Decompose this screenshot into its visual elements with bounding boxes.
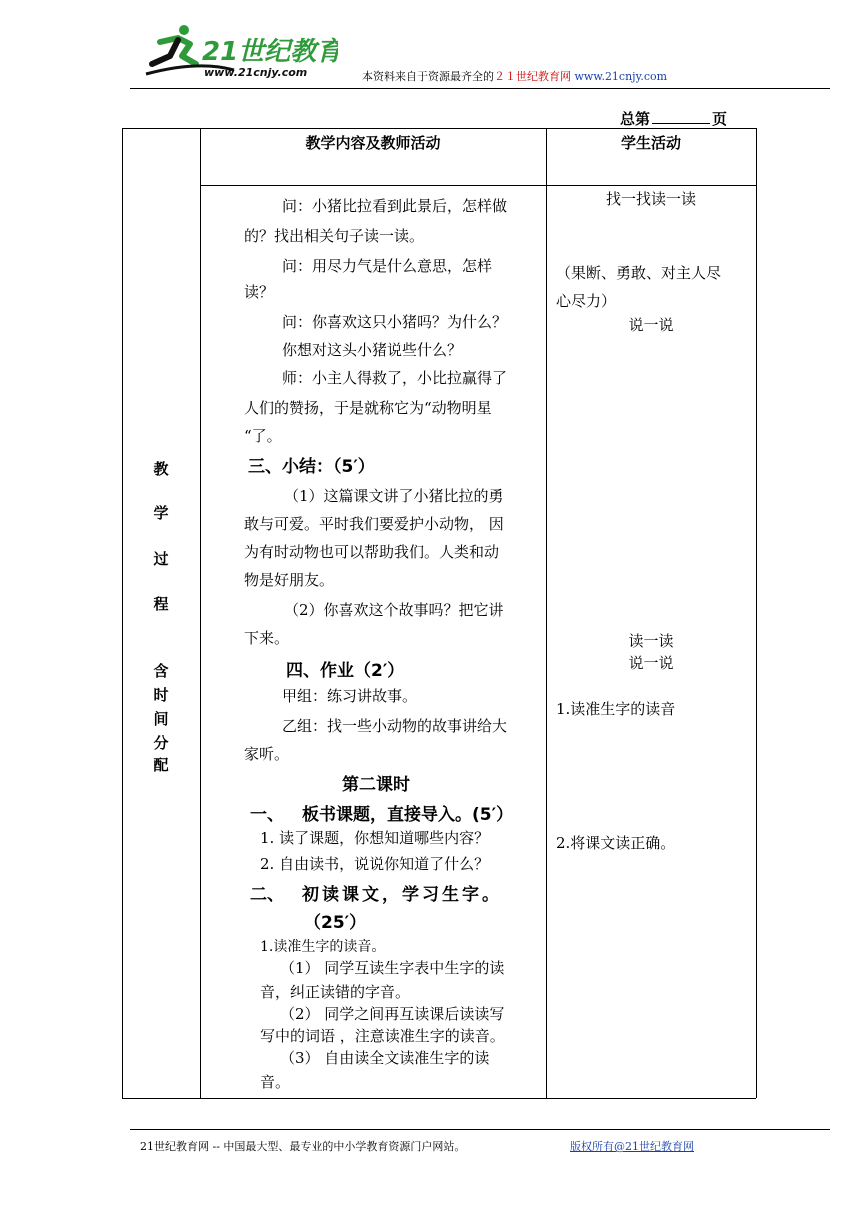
teacher-line: （2） 同学之间再互读课后读读写 (280, 1005, 505, 1023)
row-label-char: 过 (153, 550, 169, 568)
section-heading-intro: 板书课题，直接导入。(5′） (302, 805, 514, 825)
row-label-char: 学 (153, 504, 169, 522)
table-header-divider (200, 185, 756, 186)
header-site-url[interactable]: www.21cnjy.com (574, 70, 668, 83)
row-label-char: 时 (153, 686, 169, 704)
row-label-char: 分 (153, 734, 169, 752)
teacher-line: 问：用尽力气是什么意思，怎样 (282, 257, 493, 275)
student-activity: 读一读 (628, 632, 674, 650)
page-total-counter (620, 108, 727, 129)
teacher-line: 音，纠正读错的字音。 (260, 983, 411, 1001)
table-col-divider-2 (546, 128, 547, 1098)
table-right-border (756, 128, 757, 1098)
table-bottom-border (122, 1098, 756, 1099)
teacher-line: 家听。 (244, 745, 290, 763)
header-divider (130, 88, 830, 89)
section-heading-reading: 初读课文，学习生字。 (302, 885, 502, 905)
student-activity: 心尽力） (556, 292, 617, 310)
student-activity: 找一找读一读 (605, 190, 696, 208)
row-label-char: 含 (153, 662, 169, 680)
footer-copyright-link[interactable]: 版权所有@21世纪教育网 (570, 1140, 694, 1153)
header-source-line (362, 68, 667, 84)
column-header-student: 学生活动 (620, 134, 681, 152)
section-time-reading: （25′） (304, 913, 367, 933)
teacher-line: 甲组：练习讲故事。 (282, 687, 418, 705)
header-site-name[interactable]: ２１世纪教育网 (494, 70, 571, 83)
teacher-line: 下来。 (244, 629, 290, 647)
lesson-two-title: 第二课时 (342, 775, 410, 795)
teacher-line: 为有时动物也可以帮助我们。人类和动 (244, 543, 500, 561)
teacher-line: “了。 (244, 427, 282, 445)
footer-tagline: 21世纪教育网 -- 中国最大型、最专业的中小学教育资源门户网站。 (140, 1140, 466, 1153)
section-number-two: 二、 (250, 885, 284, 905)
teacher-line: 写中的词语 ，注意读准生字的读音。 (260, 1027, 505, 1045)
page-total-suffix: 页 (712, 110, 728, 128)
teacher-line: 师：小主人得救了，小比拉赢得了 (282, 369, 508, 387)
student-activity: 1.读准生字的读音 (556, 700, 676, 718)
teacher-line: （3） 自由读全文读准生字的读 (280, 1049, 490, 1067)
section-number-one: 一、 (250, 805, 284, 825)
teacher-line: （1）这篇课文讲了小猪比拉的勇 (284, 487, 504, 505)
teacher-line: 音。 (260, 1073, 291, 1091)
row-label-char: 教 (153, 460, 169, 478)
teacher-line: 读？ (244, 283, 275, 301)
teacher-line: 2. 自由读书，说说你知道了什么？ (260, 855, 490, 873)
page-number-blank[interactable] (652, 111, 710, 124)
teacher-line: 物是好朋友。 (244, 571, 335, 589)
runner-logo-icon (138, 20, 338, 82)
teacher-line: 敢与可爱。平时我们要爱护小动物， 因 (244, 515, 504, 533)
teacher-line: 的？找出相关句子读一读。 (244, 227, 425, 245)
teacher-line: 你想对这头小猪说些什么？ (282, 341, 463, 359)
student-activity: 说一说 (628, 316, 674, 334)
student-activity: 2.将课文读正确。 (556, 834, 676, 852)
header-prefix: 本资料来自于资源最齐全的 (362, 70, 494, 83)
teacher-line: 乙组：找一些小动物的故事讲给大 (282, 717, 508, 735)
page-total-prefix: 总第 (620, 110, 651, 128)
table-col-divider-1 (200, 128, 201, 1098)
student-activity: （果断、勇敢、对主人尽 (556, 264, 722, 282)
table-top-border (122, 128, 756, 129)
teacher-line: （1） 同学互读生字表中生字的读 (280, 959, 505, 977)
site-logo (138, 20, 338, 82)
section-heading-summary: 三、小结：（5′） (248, 457, 375, 477)
student-activity: 说一说 (628, 654, 674, 672)
row-label-char: 配 (153, 756, 169, 774)
row-label-char: 程 (153, 595, 169, 613)
svg-text:21世纪教育: 21世纪教育 (202, 37, 338, 67)
footer-divider (130, 1129, 830, 1130)
teacher-line: 问：小猪比拉看到此景后，怎样做 (282, 197, 508, 215)
section-heading-homework: 四、作业（2′） (286, 661, 405, 681)
teacher-line: 人们的赞扬，于是就称它为“动物明星 (244, 399, 492, 417)
svg-text:www.21cnjy.com: www.21cnjy.com (204, 66, 308, 79)
teacher-line: （2）你喜欢这个故事吗？把它讲 (284, 601, 504, 619)
teacher-line: 1.读准生字的读音。 (260, 939, 386, 955)
row-label-char: 间 (153, 710, 169, 728)
teacher-line: 问：你喜欢这只小猪吗？为什么？ (282, 313, 508, 331)
column-header-teacher: 教学内容及教师活动 (305, 134, 441, 152)
teacher-line: 1. 读了课题，你想知道哪些内容？ (260, 829, 490, 847)
